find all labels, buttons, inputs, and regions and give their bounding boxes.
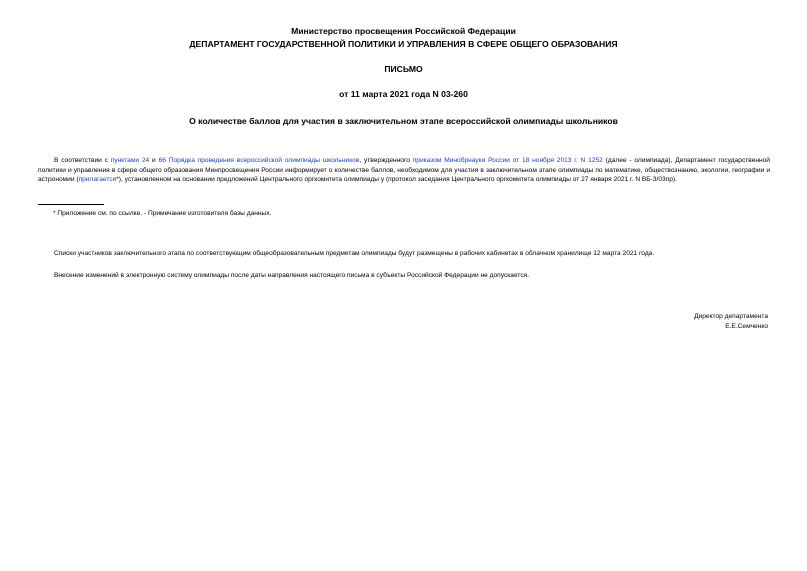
link-olympiad-procedure[interactable]: Порядка проведения всероссийской олимпиады школьников [168, 157, 360, 164]
link-point-66[interactable]: 66 [158, 157, 166, 164]
footnote-divider [38, 204, 104, 205]
signatory-name: Е.Е.Семченко [725, 322, 768, 330]
document-type: ПИСЬМО [384, 64, 423, 74]
text-fragment: и [149, 157, 159, 164]
document-date-number: от 11 марта 2021 года N 03-260 [339, 89, 468, 99]
changes-prohibited-paragraph: Внесение изменений в электронную систему олимпиады после даты направления настоящего письма в субъекты Российской Федерации не допускается. [54, 272, 530, 279]
link-points-24[interactable]: пунктами 24 [110, 157, 150, 164]
signatory-position: Директор департамента [694, 313, 768, 320]
text-fragment: В соответствии с [54, 157, 111, 164]
link-ministry-order[interactable]: приказом Минобрнауки России от 18 ноября 2013 г. N 1252 [412, 157, 603, 164]
text-fragment: (далее - олимпиада), Департамент государственной политики и управления в сфере общего образования Минпросвещения России информирует о количестве баллов, необходимом для участия в заключительном этапе олимпиады по математике, обществознанию, экологии, географии и астрономии ( [38, 157, 770, 184]
text-fragment: *), установленном на основании предложений Центрального оргкомитета олимпиады у (протокол заседания Центрального оргкомитета олимпиады от 27 января 2021 г. N ВБ-3/03пр). [116, 176, 677, 184]
footnote: * Приложение см. по ссылке. - Примечание изготовителя базы данных. [53, 210, 272, 217]
ministry-title: Министерство просвещения Российской Федерации [291, 26, 516, 36]
text-fragment: , утвержденного [359, 157, 413, 164]
department-title: ДЕПАРТАМЕНТ ГОСУДАРСТВЕННОЙ ПОЛИТИКИ И УПРАВЛЕНИЯ В СФЕРЕ ОБЩЕГО ОБРАЗОВАНИЯ [189, 39, 618, 49]
signature-block [694, 312, 768, 331]
participants-list-paragraph: Списки участников заключительного этапа по соответствующим общеобразовательным предметам олимпиады будут размещены в рабочих кабинетах в облачном хранилище 12 марта 2021 года. [54, 250, 655, 257]
main-paragraph [38, 156, 770, 185]
document-subject: О количестве баллов для участия в заключительном этапе всероссийской олимпиады школьников [189, 116, 618, 126]
link-attachment[interactable]: прилагается [78, 176, 117, 184]
main-paragraph-text [38, 156, 770, 185]
